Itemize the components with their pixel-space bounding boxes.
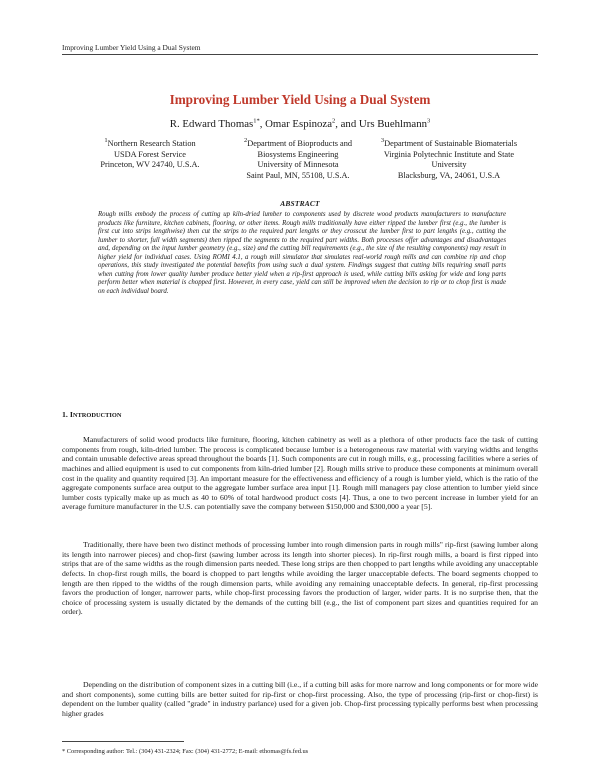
section-heading (62, 410, 122, 419)
affiliation-line: USDA Forest Service (114, 149, 186, 159)
affiliation-line: Princeton, WV 24740, U.S.A. (100, 160, 200, 170)
section-title-rest: NTRODUCTION (72, 412, 122, 419)
running-head: Improving Lumber Yield Using a Dual System (62, 43, 538, 55)
body-paragraph: Depending on the distribution of component sizes in a cutting bill (i.e., if a cutting bill asks for more narrow and long components or for more wide and short components), some cutting bills are better suited for rip-first or chop-first processing. Also, the type of processing (rip-first or chop-first) is dependent on the lumber quality (called "grade" in industry parlance) used for a given job. Chop-first processing typically performs best when processing higher grades (62, 680, 538, 718)
body-paragraph: Traditionally, there have been two distinct methods of processing lumber into rough dimension parts in rough mills" rip-first (sawing lumber along its length into narrower pieces) and chop-first (sawing lumber across its length into shorter pieces). In rip-first rough mills, a board is first ripped into strips that are of the same widths as the rough dimension parts needed. These long strips are then chopped to part lengths while avoiding any unacceptable defects. In chop-first rough mills, the board is chopped to part lengths while avoiding the larger unacceptable defects. The board segments chopped to length are then ripped to the widths of the rough dimension parts, while avoiding any remaining unacceptable defects. In general, rip-first processing favors the production of longer, narrower parts, while chop-first processing favors the production of larger, wider parts. It is no surprise then, that the choice of processing system is usually dictated by the demands of the cutting bill (e.g., the list of component part sizes and quantities required for an order). (62, 540, 538, 617)
affiliation-2 (218, 139, 378, 181)
affiliation-line: Blacksburg, VA, 24061, U.S.A (397, 170, 501, 180)
affiliation-3 (363, 139, 535, 181)
author-name: Omar Espinoza (265, 118, 332, 130)
author-mark: 2 (331, 117, 336, 125)
affiliation-line: University (431, 160, 467, 170)
author-mark: 1* (253, 117, 260, 125)
affiliation-line: Department of Bioproducts and (247, 139, 353, 148)
author-mark: 3 (427, 117, 431, 125)
footnote: * Corresponding author: Tel.: (304) 431-2324; Fax: (304) 431-2772; E-mail: ethomas@fs.fed.us (62, 748, 309, 755)
paper-title: Improving Lumber Yield Using a Dual System (169, 92, 431, 107)
section-title-initial: I (69, 410, 73, 419)
body-paragraph: Manufacturers of solid wood products like furniture, flooring, kitchen cabinetry as well as a plethora of other products face the task of cutting components from rough, kiln-dried lumber. The process is complicated because lumber is a heterogeneous raw material with varying widths and lengths and contain unusable defective areas spread throughout the boards [1]. Such components are cut in rough mills, e.g., processing facilities where a series of machines and allied equipment is used to cut components from kiln-dried lumber [2]. Rough mills strive to produce these components at minimum overall cost in the quality and quantity required [3]. An important measure for the effectiveness and efficiency of a rough is lumber yield, which is the ratio of the aggregate components surface area output to the aggregate lumber surface area input [1]. Rough mill managers pay close attention to lumber yield since lumber costs typically make up as much as 40 to 60% of total hardwood product costs [4]. Thus, a one to two percent increase in lumber yield for an average furniture manufacturer in the U.S. can potentially save the company between $150,000 and $300,000 a year [5]. (62, 435, 538, 512)
abstract-heading: ABSTRACT (280, 199, 320, 208)
footnote-rule (62, 741, 184, 742)
affiliation-1 (70, 139, 230, 171)
affiliation-line: Northern Research Station (107, 139, 196, 148)
abstract-body: Rough mills embody the process of cutting up kiln-dried lumber to components used by discrete wood products manufacturers to manufacture products like furniture, kitchen cabinets, flooring, or other items. Rough mills traditionally have either ripped the lumber first (e.g., the lumber is first cut into strips lengthwise) then cut the strips to the required part lengths or they crosscut the lumber first to part lengths (e.g., cutting the lumber to shorter, full width segments) then ripped the segments to the required part widths. Both processes offer advantages and disadvantages and, depending on the input lumber geometry (e.g., size) and the cutting bill requirements (e.g., the size of the resulting components) may result in higher yield for individual cases. Using ROMI 4.1, a rough mill simulator that simulates real-world rough mills and can combine rip and chop operations, this study investigated the potential benefits from using such a dual system. Findings suggest that cutting bills requiring small parts when cutting from lower quality lumber produce better yield when a rip-first approach is used, while cutting bills asking for wide and long parts perform better when material is chopped first. However, in every case, yield can still be improved when the decision to rip or to chop first is made on each individual board. (98, 211, 506, 295)
author-separator: , (259, 118, 266, 130)
section-number: 1. (62, 410, 68, 419)
author-name: Urs Buehlmann (358, 118, 427, 130)
affiliation-mark: 3 (380, 137, 385, 145)
author-separator: , and (335, 118, 359, 130)
affiliation-line: Saint Paul, MN, 55108, U.S.A. (246, 170, 350, 180)
author-name: R. Edward Thomas (169, 118, 254, 130)
affiliation-mark: 1 (104, 137, 108, 145)
affiliation-line: Virginia Polytechnic Institute and State (383, 149, 515, 159)
affiliation-line: Biosystems Engineering (257, 149, 339, 159)
affiliation-mark: 2 (243, 137, 248, 145)
author-line (0, 118, 600, 130)
affiliation-line: Department of Sustainable Biomaterials (384, 139, 518, 148)
affiliation-line: University of Minnesota (257, 160, 339, 170)
